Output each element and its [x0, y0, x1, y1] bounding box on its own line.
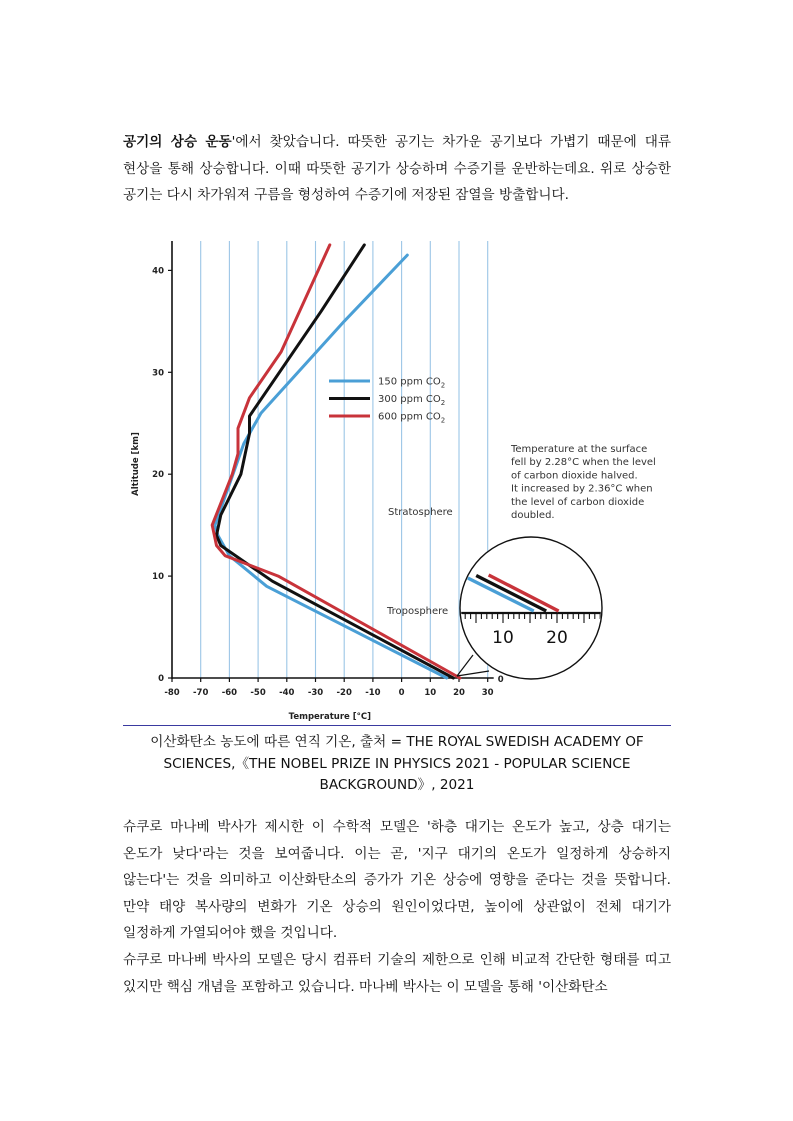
surface-note-line: the level of carbon dioxide — [511, 496, 645, 508]
altitude-temperature-chart — [123, 228, 671, 725]
altitude-temperature-figure — [123, 228, 671, 725]
x-tick-label: 30 — [481, 688, 494, 698]
x-tick-label: -10 — [365, 688, 381, 698]
x-tick-label: 10 — [424, 688, 437, 698]
surface-note-line: Temperature at the surface — [511, 444, 648, 455]
paragraph-intro-text: '에서 찾았습니다. 따뜻한 공기는 차가운 공기보다 가볍기 때문에 대류 현상을 통해 상승합니다. 이때 따뜻한 공기가 상승하며 수증기를 운반하는데요. 위로 상승한 공기는 다시 차가워져 구름을 형성하여 수증기에 저장된 잠열을 방출합니다. — [123, 134, 672, 203]
surface-note-line: of carbon dioxide halved. — [511, 470, 638, 482]
y-tick-label: 20 — [152, 470, 164, 481]
paragraph-intro — [123, 129, 671, 209]
caption-divider — [123, 725, 671, 726]
troposphere-label: Troposphere — [387, 606, 449, 617]
magnifier-tick-label: 10 — [492, 628, 514, 648]
surface-note-line: It increased by 2.36°C when — [511, 483, 653, 495]
surface-note-line: fell by 2.28°C when the level — [511, 457, 656, 469]
y-axis-title: Altitude [km] — [131, 432, 141, 496]
legend-entry: 150 ppm $CO_2$ — [378, 376, 446, 390]
legend-entry: 300 ppm $CO_2$ — [378, 394, 446, 407]
x-tick-label: -50 — [250, 688, 266, 698]
x-tick-label: 20 — [453, 688, 465, 698]
right-zero-label: 0 — [497, 675, 504, 685]
x-axis-title: Temperature [°C] — [288, 712, 372, 722]
x-tick-label: -70 — [193, 688, 209, 698]
legend-entry: 600 ppm $CO_2$ — [378, 411, 446, 425]
y-tick-label: 40 — [152, 266, 164, 277]
x-tick-label: 0 — [398, 688, 405, 698]
x-tick-label: -20 — [336, 688, 352, 698]
magnifier-pointer — [457, 671, 489, 676]
x-tick-label: -30 — [307, 688, 324, 698]
paragraph-model-limitations: 슈쿠로 마나베 박사의 모델은 당시 컴퓨터 기술의 제한으로 인해 비교적 간단한 형태를 띠고 있지만 핵심 개념을 포함하고 있습니다. 마나베 박사는 이 모델을 통해 '이산화탄소 — [123, 952, 671, 995]
x-tick-label: -40 — [279, 688, 295, 698]
figure-caption: 이산화탄소 농도에 따른 연직 기온, 출처 = THE ROYAL SWEDISH ACADEMY OF SCIENCES,《THE NOBEL PRIZE IN PHYSICS 2021 - POPULAR SCIENCE BACKGROUND》, 2021 — [150, 734, 644, 793]
x-tick-label: -80 — [164, 688, 180, 698]
bold-lead-text: 공기의 상승 운동 — [123, 134, 232, 150]
stratosphere-label: Stratosphere — [388, 507, 453, 518]
legend-subscript: 2 — [440, 399, 446, 407]
legend-subscript: 2 — [440, 381, 446, 390]
surface-note-line: doubled. — [511, 510, 555, 521]
x-tick-label: -60 — [221, 688, 238, 698]
legend-subscript: 2 — [440, 416, 446, 425]
y-tick-label: 10 — [152, 572, 164, 583]
paragraph-model-explanation: 슈쿠로 마나베 박사가 제시한 이 수학적 모델은 '하층 대기는 온도가 높고, 상층 대기는 온도가 낮다'라는 것을 보여줍니다. 이는 곧, '지구 대기의 온도가 일정하게 상승하지 않는다'는 것을 의미하고 이산화탄소의 증가가 기온 상승에 영향을 준다는 것을 뜻합니다. 만약 태양 복사량의 변화가 기온 상승의 원인이었다면, 높이에 상관없이 전체 대기가 일정하게 가열되어야 했을 것입니다. — [123, 819, 671, 941]
y-tick-label: 30 — [152, 368, 164, 379]
magnifier-tick-label: 20 — [546, 628, 568, 648]
y-tick-label: 0 — [158, 674, 164, 684]
